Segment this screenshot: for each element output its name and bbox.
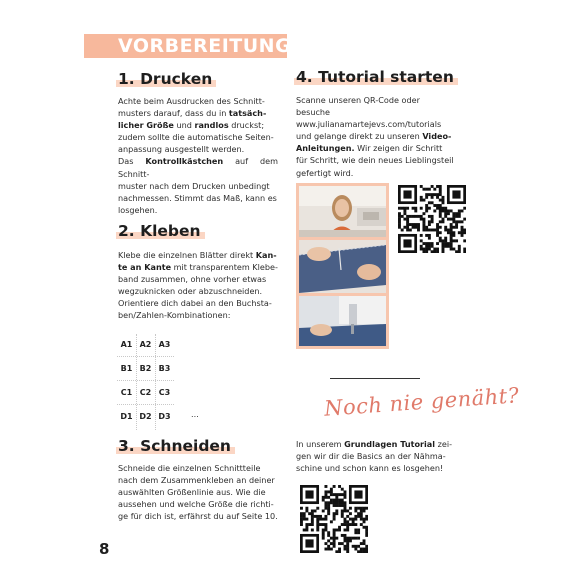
qr-code-basics[interactable] [300,485,368,553]
grid-divider [136,334,137,430]
grid-cell: A2 [139,339,152,349]
photo-presenter [299,186,386,237]
banner-title: VORBEREITUNG [118,35,292,57]
divider-line [330,378,420,379]
script-heading: Noch nie genäht? [323,383,521,421]
heading-kleben: 2. Kleben [118,222,201,240]
qr-code-tutorials[interactable] [398,185,466,253]
tutorial-photo-strip [296,183,389,349]
grid-cell: B3 [158,363,171,373]
text-schneiden: Schneide die einzelnen Schnittteile nach dem Zusammenkleben an deiner auswählten Größenlinie aus. Wie die aussehen und welche Größe die richti- ge für dich ist, erfährst du auf Seite 10. [118,463,278,522]
photo-fabric-hands [299,240,386,293]
grid-cell: C3 [158,387,171,397]
text-drucken: Achte beim Ausdrucken des Schnitt- musters darauf, dass du in tatsäch- licher Größe und randlos druckst; zudem sollte die automatische Seiten- anpassung ausgestellt werden. Das Kontrollkästchen auf dem Schnitt- muster nach dem Drucken unbedingt nachmessen. Stimmt das Maß, kann es losgehen. [118,96,278,215]
page-number: 8 [99,540,110,558]
text-tutorial: Scanne unseren QR-Code oder besuche www.julianamartejevs.com/tutorials und gelange direkt zu unseren Video- Anleitungen. Wir zeigen dir Schritt für Schritt, wie dein neues Lieblingsteil gefertigt wird. [296,94,456,179]
grid-cell: B1 [120,363,133,373]
grid-cell: A3 [158,339,171,349]
grid-cell: D3 [158,411,171,421]
text-kleben: Klebe die einzelnen Blätter direkt Kan- te an Kante mit transparentem Klebe- band zusammen, ohne vorher etwas wegzuknicken oder abzuschneiden. Orientiere dich dabei an den Buchsta- ben/Zahlen-Kombinationen: [118,250,278,321]
heading-tutorial: 4. Tutorial starten [296,68,454,86]
tutorial-url[interactable]: www.julianamartejevs.com/tutorials [296,119,442,130]
grid-cell: C1 [120,387,133,397]
grid-cell: A1 [120,339,133,349]
text-basics: In unserem Grundlagen Tutorial zei- gen wir dir die Basics an der Nähma- schine und schon kann es losgehen! [296,439,453,474]
heading-drucken: 1. Drucken [118,70,212,88]
grid-ellipsis: ... [191,409,199,419]
grid-cell: C2 [139,387,152,397]
grid-cell: B2 [139,363,152,373]
photo-sewing-machine [299,296,386,346]
heading-schneiden: 3. Schneiden [118,437,231,455]
grid-cell: D1 [120,411,133,421]
grid-divider [117,380,174,381]
grid-divider [155,334,156,430]
grid-divider [117,356,174,357]
grid-cell: D2 [139,411,152,421]
section-banner [84,34,292,58]
grid-divider [117,404,174,405]
